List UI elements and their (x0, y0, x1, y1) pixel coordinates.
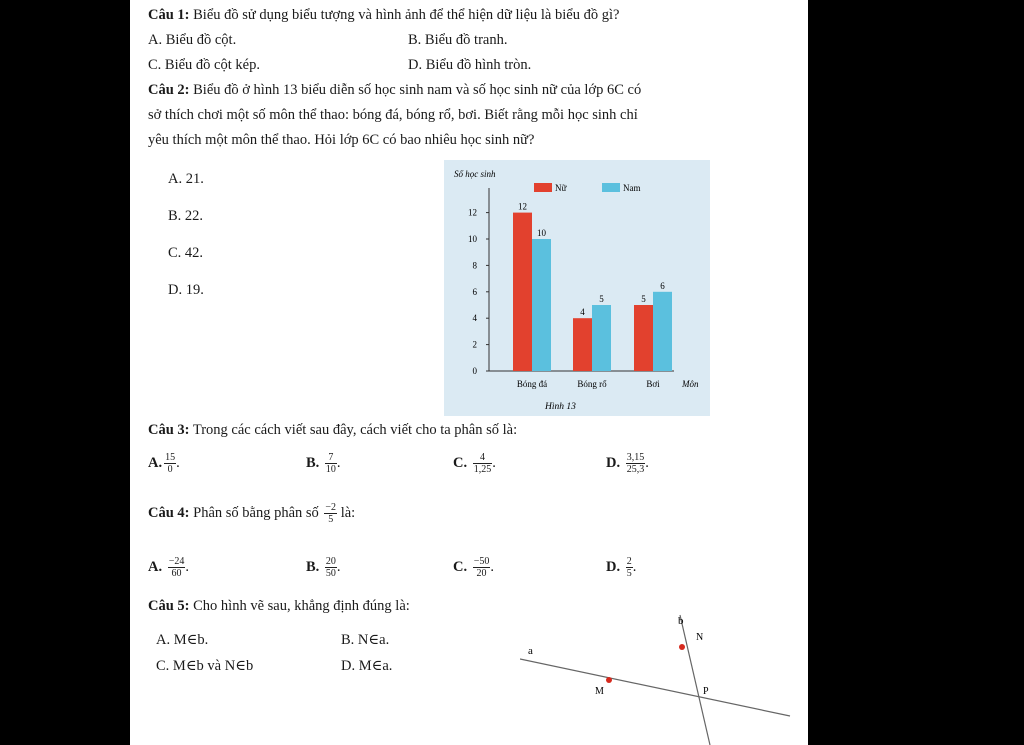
point-m-label: M (595, 686, 604, 697)
y-axis-label: Số học sinh (454, 169, 496, 179)
lines-points-figure (520, 612, 800, 745)
figure-caption: Hình 13 (545, 402, 576, 412)
y-tick-label: 8 (472, 260, 477, 271)
bar-nu (513, 213, 532, 371)
q3-option-b[interactable]: B. $\frac{7}{10}$ . (306, 452, 341, 475)
chart-svg (444, 160, 710, 416)
line-b (680, 615, 710, 745)
q3-option-a[interactable]: A. $\frac{15}{0}$ . (148, 452, 180, 475)
x-axis-label: Môn (682, 379, 699, 389)
y-tick-label: 0 (472, 366, 477, 376)
y-tick-label: 12 (468, 207, 477, 218)
q1-option-d[interactable]: D. Biểu đồ hình tròn. (408, 57, 532, 73)
x-tick-label: Bóng rổ (577, 379, 607, 389)
q5-option-c[interactable]: C. M∈b và N∈b (156, 658, 254, 674)
bar-value-label: 10 (537, 228, 546, 238)
q1-stem: Câu 1: Biểu đồ sử dụng biểu tượng và hình ảnh để thể hiện dữ liệu là biểu đồ gì? (148, 7, 620, 23)
point-m (606, 677, 612, 683)
bar-nu (573, 318, 592, 371)
q3-option-d[interactable]: D. $\frac{3,15}{25,3}$ . (606, 452, 649, 475)
q4-option-a[interactable]: A. $\frac{-24}{60}$ . (148, 556, 189, 579)
q3-option-c[interactable]: C. $\frac{4}{1,25}$ . (453, 452, 496, 475)
q5-option-d[interactable]: D. M∈a. (341, 658, 393, 674)
y-tick-label: 2 (472, 339, 477, 350)
legend-swatch-nam (602, 183, 620, 192)
legend-label-nu: Nữ (555, 183, 567, 193)
bar-nam (532, 239, 551, 371)
bar-nu (634, 305, 653, 371)
point-n-label: N (696, 632, 704, 643)
legend-label-nam: Nam (623, 183, 641, 193)
y-tick-label: 6 (472, 286, 477, 297)
point-p-label: P (703, 686, 709, 697)
x-tick-label: Bơi (646, 379, 660, 389)
q2-option-d[interactable]: D. 19. (168, 282, 204, 298)
q2-stem-line2: sở thích chơi một số môn thể thao: bóng đá, bóng rổ, bơi. Biết rằng mỗi học sinh chỉ (148, 107, 638, 123)
bar-nam (653, 292, 672, 371)
bar-value-label: 5 (599, 294, 604, 304)
x-tick-label: Bóng đá (516, 379, 548, 389)
point-n (679, 644, 685, 650)
q1-option-c[interactable]: C. Biểu đồ cột kép. (148, 57, 260, 73)
q1-option-a[interactable]: A. Biểu đồ cột. (148, 32, 237, 48)
student-bar-chart (444, 160, 710, 416)
bar-value-label: 4 (580, 307, 585, 318)
bar-nam (592, 305, 611, 371)
q5-stem: Câu 5: Cho hình vẽ sau, khẳng định đúng là: (148, 598, 410, 614)
q4-stem: Câu 4: Phân số bằng phân số $\frac{-2}{5}$ là: (148, 502, 356, 525)
q5-option-a[interactable]: A. M∈b. (156, 632, 209, 648)
legend-swatch-nu (534, 183, 552, 192)
q3-stem: Câu 3: Trong các cách viết sau đây, cách viết cho ta phân số là: (148, 422, 518, 438)
line-b-label: b (678, 615, 684, 627)
bar-value-label: 5 (641, 294, 646, 304)
q2-option-b[interactable]: B. 22. (168, 208, 204, 224)
y-tick-label: 4 (472, 313, 477, 324)
q4-option-c[interactable]: C. $\frac{-50}{20}$ . (453, 556, 494, 579)
line-a (520, 659, 790, 716)
bar-value-label: 12 (518, 201, 527, 212)
q2-option-c[interactable]: C. 42. (168, 245, 204, 261)
y-tick-label: 10 (468, 234, 477, 244)
q2-stem-line3: yêu thích một môn thể thao. Hỏi lớp 6C có bao nhiêu học sinh nữ? (148, 132, 535, 148)
q2-option-a[interactable]: A. 21. (168, 171, 204, 187)
q4-option-d[interactable]: D. $\frac{2}{5}$ . (606, 556, 637, 579)
q2-stem-line1: Câu 2: Biểu đồ ở hình 13 biểu diễn số học sinh nam và số học sinh nữ của lớp 6C có (148, 82, 642, 98)
q1-option-b[interactable]: B. Biểu đồ tranh. (408, 32, 508, 48)
q5-option-b[interactable]: B. N∈a. (341, 632, 390, 648)
bar-value-label: 6 (660, 280, 665, 291)
q4-option-b[interactable]: B. $\frac{20}{50}$ . (306, 556, 341, 579)
line-a-label: a (528, 645, 533, 657)
